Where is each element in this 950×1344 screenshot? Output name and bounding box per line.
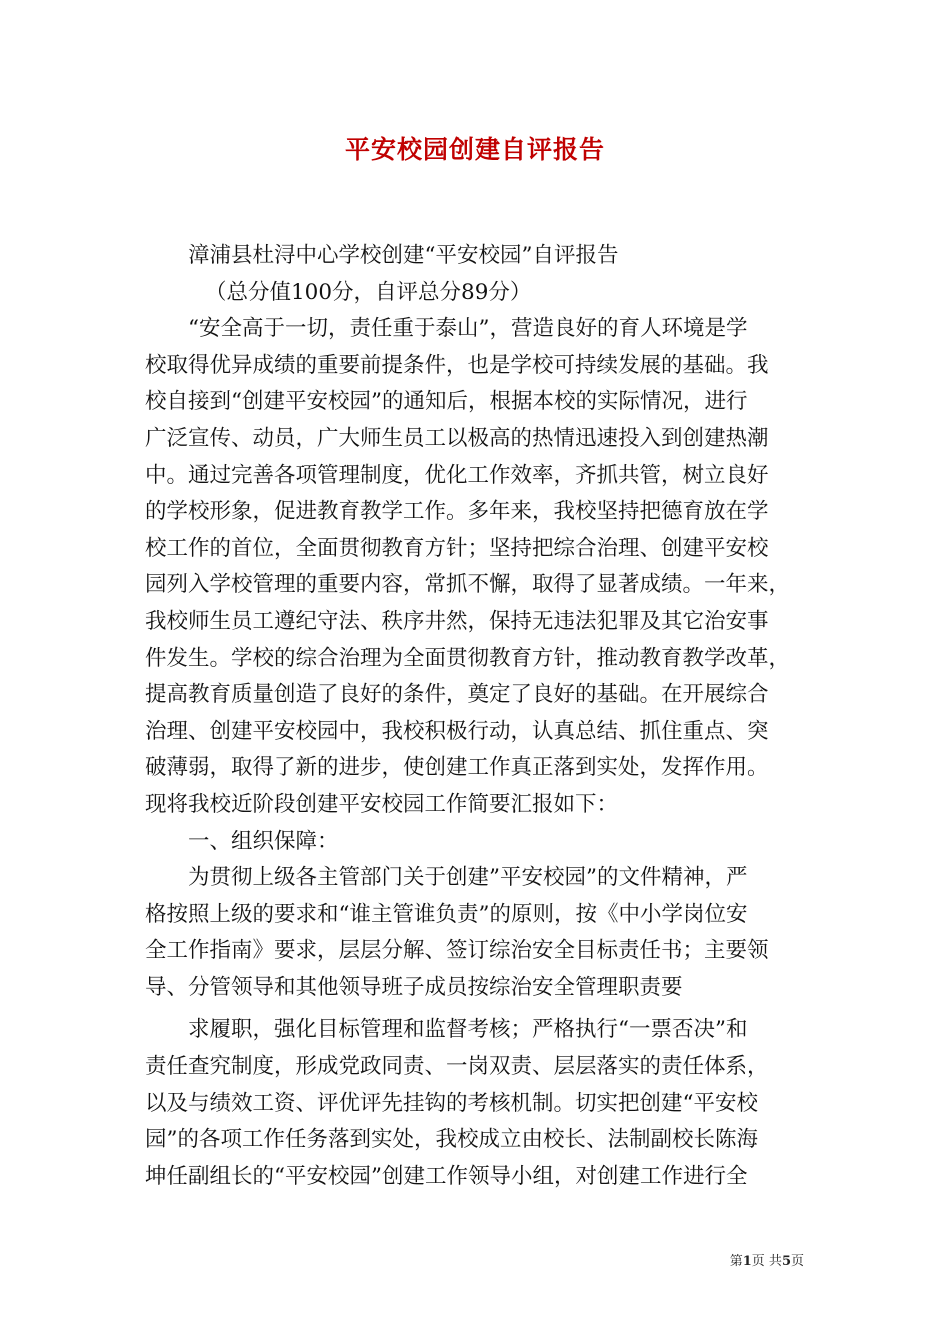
paragraph-line: 的学校形象，促进教育教学工作。多年来，我校坚持把德育放在学 [145,499,769,525]
section-heading: 一、组织保障： [188,828,339,854]
paragraph-line: 现将我校近阶段创建平安校园工作简要汇报如下： [145,791,619,817]
footer-prefix: 第 [729,1254,743,1269]
paragraph-line: 校自接到“创建平安校园”的通知后，根据本校的实际情况，进行 [145,389,748,415]
paragraph-line: 导、分管领导和其他领导班子成员按综治安全管理职责要 [145,974,683,1000]
paragraph-line: 以及与绩效工资、评优评先挂钩的考核机制。切实把创建“平安校 [145,1090,758,1116]
paragraph-line: 广泛宣传、动员，广大师生员工以极高的热情迅速投入到创建热潮 [145,425,769,451]
score-line: （总分值100分，自评总分89分） [205,279,532,305]
paragraph-line: 件发生。学校的综合治理为全面贯彻教育方针，推动教育教学改革， [145,645,791,671]
paragraph-line: 我校师生员工遵纪守法、秩序井然，保持无违法犯罪及其它治安事 [145,608,769,634]
footer-suffix: 页 [790,1254,804,1269]
paragraph-line: “安全高于一切，责任重于泰山”，营造良好的育人环境是学 [188,316,748,342]
paragraph-line: 中。通过完善各项管理制度，优化工作效率，齐抓共管，树立良好 [145,462,769,488]
paragraph-line: 求履职，强化目标管理和监督考核；严格执行“一票否决”和 [188,1017,748,1043]
paragraph-line: 为贯彻上级各主管部门关于创建”平安校园”的文件精神，严 [188,865,748,891]
page-footer [730,1250,804,1269]
paragraph-line: 校取得优异成绩的重要前提条件，也是学校可持续发展的基础。我 [145,352,769,378]
paragraph-line: 治理、创建平安校园中，我校积极行动，认真总结、抓住重点、突 [145,718,769,744]
paragraph-line: 责任查究制度，形成党政同责、一岗双责、层层落实的责任体系， [145,1054,769,1080]
subtitle-line: 漳浦县杜浔中心学校创建“平安校园”自评报告 [188,243,619,268]
footer-middle: 页 共 [751,1254,782,1269]
document-body [145,238,813,1195]
footer-total-pages: 5 [781,1254,791,1269]
paragraph-line: 全工作指南》要求，层层分解、签订综治安全目标责任书；主要领 [145,938,769,964]
footer-page-number: 1 [742,1254,752,1269]
paragraph-line: 校工作的首位，全面贯彻教育方针；坚持把综合治理、创建平安校 [145,535,769,561]
paragraph-line: 提高教育质量创造了良好的条件，奠定了良好的基础。在开展综合 [145,682,769,708]
document-title: 平安校园创建自评报告 [344,135,605,164]
paragraph-line: 格按照上级的要求和“谁主管谁负责”的原则，按《中小学岗位安 [145,901,748,927]
paragraph-line: 坤任副组长的“平安校园”创建工作领导小组，对创建工作进行全 [145,1163,748,1189]
paragraph-line: 破薄弱，取得了新的进步，使创建工作真正落到实处，发挥作用。 [145,755,769,781]
paragraph-line: 园”的各项工作任务落到实处，我校成立由校长、法制副校长陈海 [145,1127,758,1153]
paragraph-line: 园列入学校管理的重要内容，常抓不懈，取得了显著成绩。一年来， [145,572,791,598]
